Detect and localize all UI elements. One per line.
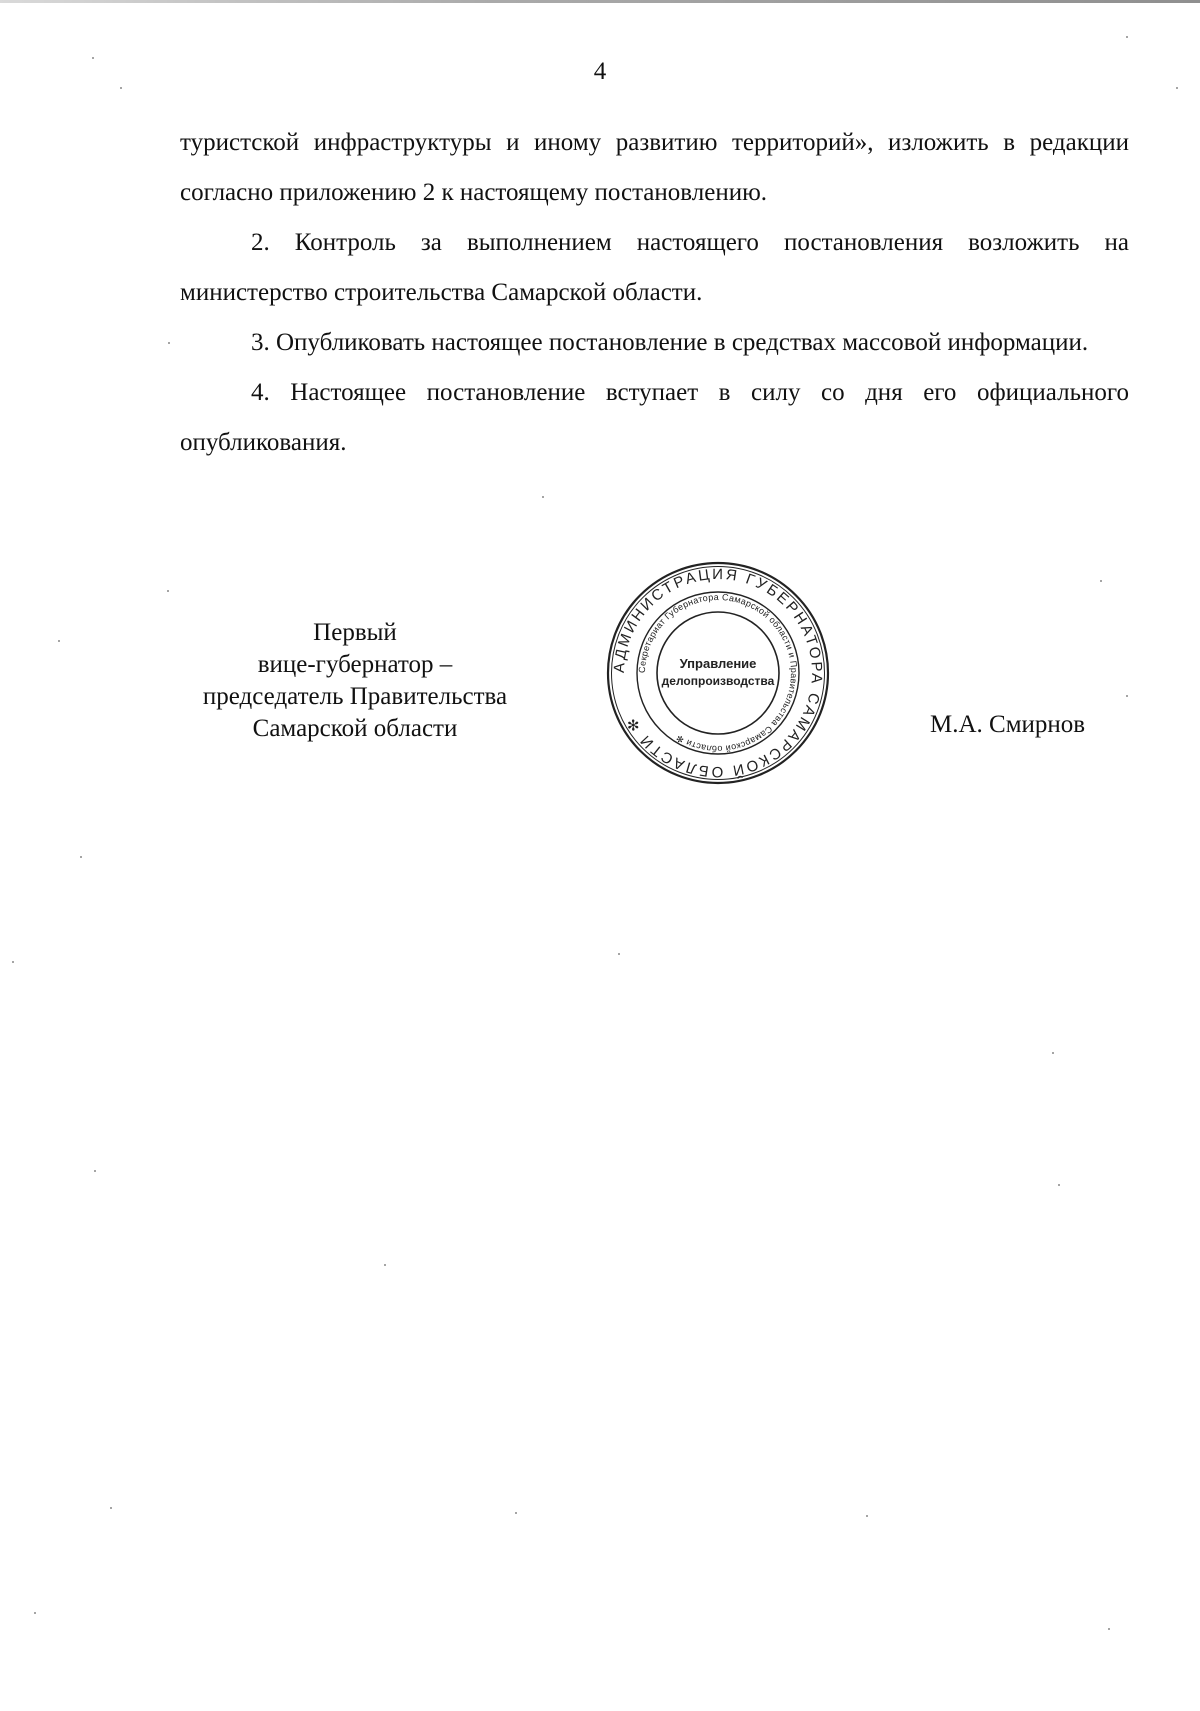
scan-speck	[1126, 695, 1128, 697]
scan-edge	[0, 0, 1200, 3]
page-number: 4	[593, 58, 607, 85]
scan-speck	[384, 1264, 386, 1266]
signatory-line-1: Первый	[313, 619, 397, 646]
scan-speck	[92, 57, 94, 59]
scan-speck	[12, 961, 14, 963]
svg-text:Секретариат Губернатора Самарс	[637, 592, 799, 754]
scan-speck	[167, 590, 169, 592]
scan-speck	[1176, 87, 1178, 89]
scan-speck	[168, 342, 170, 344]
stamp-center-line-2: делопроизводства	[661, 674, 775, 688]
scan-speck	[120, 87, 122, 89]
scan-speck	[1126, 36, 1128, 38]
signatory-line-2: вице-губернатор –	[257, 651, 453, 678]
paragraph-continuation: туристской инфраструктуры и иному развитию территорий», изложить в редакции согласно приложению 2 к настоящему постановлению.	[180, 129, 1129, 206]
scan-speck	[1058, 1184, 1060, 1186]
stamp-outer-text: АДМИНИСТРАЦИЯ ГУБЕРНАТОРА САМАРСКОЙ ОБЛАСТИ ✻	[610, 565, 826, 781]
scan-speck	[58, 640, 60, 642]
scan-speck	[515, 1512, 517, 1514]
document-body	[180, 118, 1129, 468]
scan-speck	[110, 1507, 112, 1509]
paragraph-2: 2. Контроль за выполнением настоящего постановления возложить на министерство строительства Самарской области.	[180, 229, 1129, 306]
paragraph-3: 3. Опубликовать настоящее постановление в средствах массовой информации.	[251, 329, 1089, 356]
official-stamp	[604, 559, 832, 787]
stamp-inner-text: Секретариат Губернатора Самарской области и Правительства Самарской области ✻	[636, 591, 800, 755]
stamp-center-line-1: Управление	[679, 656, 757, 671]
scan-speck	[1052, 1052, 1054, 1054]
scan-speck	[34, 1612, 36, 1614]
signatory-line-4: Самарской области	[252, 715, 458, 742]
paragraph-4: 4. Настоящее постановление вступает в силу со дня его официального опубликования.	[180, 379, 1129, 456]
signatory-title	[170, 617, 540, 745]
signatory-line-3: председатель Правительства	[202, 683, 508, 710]
scan-speck	[542, 496, 544, 498]
scan-speck	[94, 1170, 96, 1172]
scan-speck	[1100, 580, 1102, 582]
scan-speck	[866, 1515, 868, 1517]
scan-speck	[80, 856, 82, 858]
scan-speck	[1108, 1628, 1110, 1630]
scan-speck	[618, 953, 620, 955]
signer-name: М.А. Смирнов	[930, 711, 1086, 738]
